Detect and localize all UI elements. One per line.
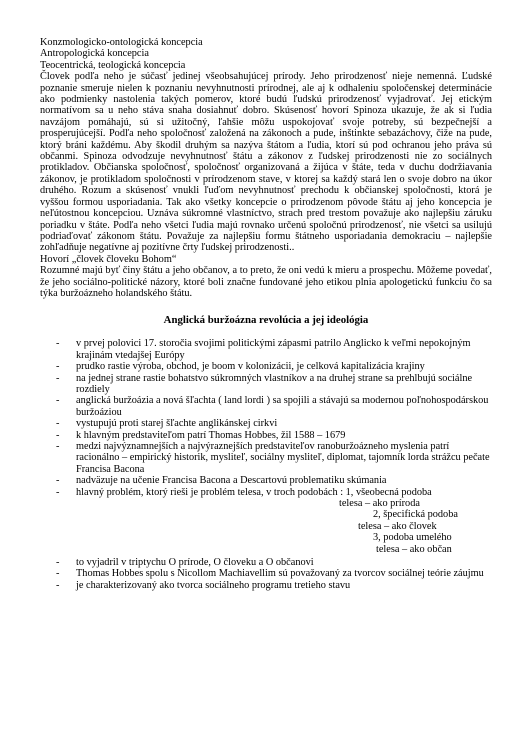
body-problem-lead: hlavný problém, ktorý rieši je problém telesa, v troch podobách : [76, 486, 344, 498]
intro-line-3: Teocentrická, teologická koncepcia [40, 59, 186, 71]
list-item-text: v prvej polovici 17. storočia svojimi politickými zápasmi patrilo Anglicko k veľmi nepokojným krajinám vtedajšej Európy [76, 338, 471, 361]
dash-marker: - [56, 568, 60, 580]
list-item [40, 580, 492, 591]
list-item [40, 475, 492, 486]
dash-marker: - [56, 475, 60, 487]
dash-marker: - [56, 395, 60, 407]
list-item-text: medzi najvýznamnejších a najvýraznejších predstaviteľov ranoburžoázneho myslenia patrí racionálno – empirický historik, mysliteľ, sociálny mysliteľ, diplomat, tajomník lorda strážcu pečate Francisa Bacona [76, 441, 490, 475]
intro-line-2: Antropologická koncepcia [40, 48, 149, 60]
section-heading: Anglická buržoázna revolúcia a jej ideológia [163, 314, 369, 327]
list-item-text: anglická buržoázia a nová šľachta ( land lordi ) sa spojili a stávajú sa modernou poľnohospodárskou buržoáziou [76, 395, 489, 418]
list-item [40, 557, 492, 568]
dash-marker: - [56, 557, 60, 569]
list-item-text: prudko rastie výroba, obchod, je boom v kolonizácii, je celková kapitalizácia krajiny [76, 361, 425, 373]
quote-line: Hovorí „človek človeku Bohom“ [40, 253, 177, 265]
dash-marker: - [56, 372, 60, 384]
list-item [40, 430, 492, 441]
list-item [40, 441, 492, 475]
conclusion-paragraph: Rozumné majú byť činy štátu a jeho občanov, a to preto, že oni vedú k mieru a prospechu. Môžeme povedať, že jeho sociálno-politické názory, ktoré boli značne fundované jeho etikou plnia apologetickú funkciu čo sa týka buržoázneho holandského štátu. [40, 265, 492, 299]
dash-marker: - [56, 338, 60, 350]
list-item [40, 361, 492, 372]
list-item-text: k hlavným predstaviteľom patrí Thomas Hobbes, žil 1588 – 1679 [76, 429, 346, 441]
body-form-3-title: 3, podoba umelého [373, 532, 452, 544]
list-item [40, 487, 492, 498]
body-form-1-title: 1, všeobecná podoba [345, 486, 432, 498]
body-form-2-title: 2, špecifická podoba [373, 509, 458, 521]
dash-marker: - [56, 486, 60, 498]
intro-line-1: Konzmologicko-ontologická koncepcia [40, 37, 203, 48]
list-item-text: to vyjadril v triptychu O prírode, O človeku a O občanovi [76, 557, 314, 569]
list-item-text: Thomas Hobbes spolu s Nicollom Machiavellim sú považovaný za tvorcov sociálnej teórie záujmu [76, 568, 484, 580]
dash-marker: - [56, 441, 60, 452]
list-item [40, 568, 492, 579]
dash-marker: - [56, 361, 60, 373]
spinoza-paragraph: Človek podľa neho je súčasť jedinej všeobsahujúcej prírody. Jeho prirodzenosť nieje nemenná. Ľudské poznanie smeruje nielen k poznaniu nevyhnutnosti prírodnej, ale aj k odhaleniu spoločenskej determinácie ako podmienky nastolenia takých pomerov, ktoré budú ľudskú prirodzenosť vyjadrovať. Jej etickým normatívom sa u neho stáva snaha dosiahnuť dobro. Skúsenosť hovorí Spinoza ukazuje, že ak si ľudia navzájom pomáhajú, sú si užitočný, ľahšie môžu uspokojovať svoje potreby, sú bezpečnejší a prosperujúcejší. Podľa neho spoločnosť založená na zákonoch a pude, inštinkte sebazáchovy, čiže na pude, ktorý bráni každému. Aby škodil druhým sa nazýva štátom a ľudia, ktorí sú pod ochranou jeho práva sú občanmi. Spinoza odvodzuje nevyhnutnosť štátu a zákonov z ľudskej prirodzenosti nie zo sociálnych protikladov. Občianska spoločnosť, spoločnosť organizovaná a žijúca v štáte, teda v duchu dodržiavania zákonov, je protikladom spoločnosti v prírodzenom stave, v ktorej sa každý stará len o svoje dobro na úkor druhého. Rozum a skúsenosť vnukli ľuďom nevyhnutnosť prechodu k občianskej spoločnosti, ktorá je vyššou formou usporiadania. Tak ako všetky koncepcie o prirodzenom pôvode štátu aj jeho koncepcia je neľútostnou koncepciou. Uznáva súkromné vlastníctvo, strach pred trestom považuje ako najlepšiu záruku poriadku v štáte. Podľa neho všetci ľudia majú rovnako určenú spoločnú prirodzenosť, nie všetci sa usilujú podriaďovať zákonom štátu. Považuje za najlepšiu formu štátneho usporiadania demokraciu – najlepšie zohľadňuje negatívne aj pozitívne črty ľudskej prirodzenosti.. [40, 71, 492, 254]
list-item [40, 373, 492, 396]
bullet-list-a [40, 338, 492, 498]
list-item [40, 395, 492, 418]
document-page [40, 37, 492, 591]
list-item-text: vystupujú proti starej šľachte anglikánskej cirkvi [76, 418, 278, 430]
list-item-text: je charakterizovaný ako tvorca sociálneho programu tretieho stavu [76, 579, 351, 591]
bullet-list-b [40, 557, 492, 591]
dash-marker: - [56, 418, 60, 430]
list-item-text: nadväzuje na učenie Francisa Bacona a Descartovú problematiku skúmania [76, 475, 387, 487]
list-item [40, 418, 492, 429]
body-form-1-desc: telesa – ako príroda [339, 498, 420, 510]
list-item [40, 338, 492, 361]
body-form-3-desc: telesa – ako občan [376, 543, 452, 555]
list-item-text: na jednej strane rastie bohatstvo súkromných vlastníkov a na druhej strane sa prehlbujú sociálne rozdiely [76, 372, 473, 395]
dash-marker: - [56, 429, 60, 441]
dash-marker: - [56, 579, 60, 591]
body-form-2-desc: telesa – ako človek [358, 520, 437, 532]
